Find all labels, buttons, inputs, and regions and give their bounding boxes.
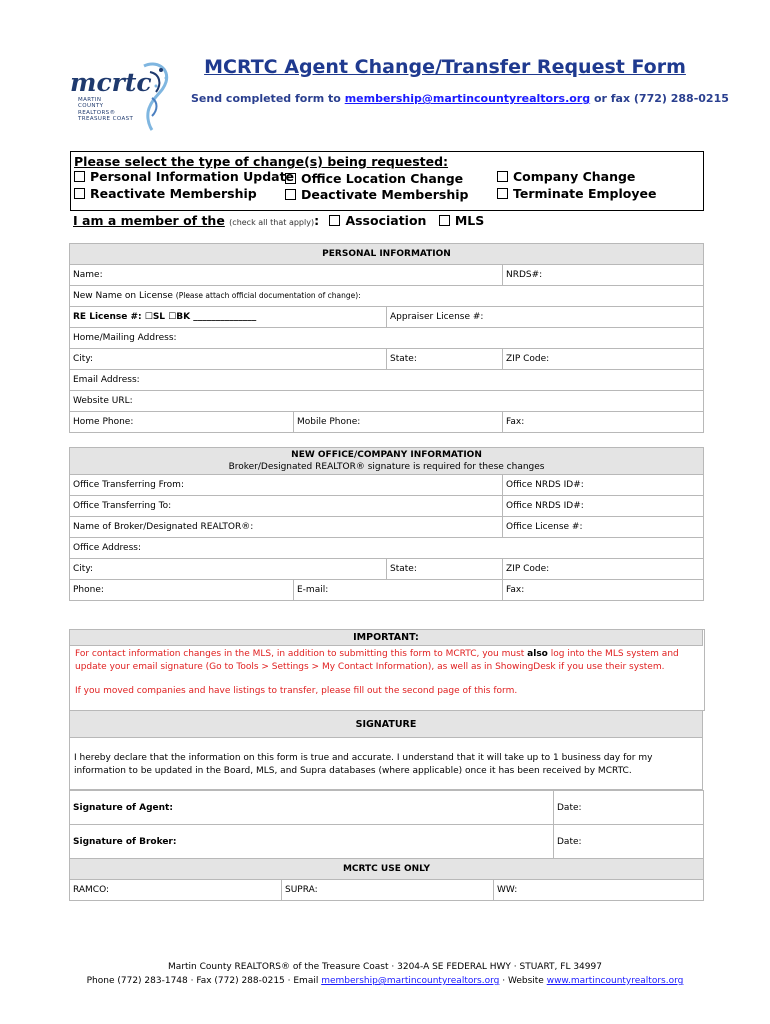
logo-wordmark: mcrtc <box>70 68 152 97</box>
office-use-header: MCRTC USE ONLY <box>70 859 704 880</box>
office-license-field[interactable]: Office License #: <box>503 517 704 538</box>
membership-selection: I am a member of the (check all that apply): Association MLS <box>73 213 485 228</box>
office-city-field[interactable]: City: <box>70 559 387 580</box>
checkbox[interactable] <box>74 188 85 199</box>
submission-instructions: Send completed form to membership@martincountyrealtors.org or fax (772) 288-0215 <box>191 92 729 105</box>
checkbox-association[interactable] <box>329 215 340 226</box>
home-address-field[interactable]: Home/Mailing Address: <box>70 328 704 349</box>
appraiser-license-field[interactable]: Appraiser License #: <box>387 307 704 328</box>
name-field[interactable]: Name: <box>70 265 503 286</box>
checkbox[interactable] <box>74 171 85 182</box>
website-field[interactable]: Website URL: <box>70 391 704 412</box>
checkbox[interactable] <box>285 189 296 200</box>
checkbox-mls[interactable] <box>439 215 450 226</box>
office-info-table <box>69 447 704 601</box>
checkbox[interactable] <box>497 188 508 199</box>
zip-field[interactable]: ZIP Code: <box>503 349 704 370</box>
re-license-field[interactable]: RE License #: ☐SL ☐BK ______________ <box>70 307 387 328</box>
new-name-field[interactable]: New Name on License (Please attach official documentation of change): <box>70 286 704 307</box>
office-from-nrds-field[interactable]: Office NRDS ID#: <box>503 475 704 496</box>
supra-field[interactable]: SUPRA: <box>282 880 494 901</box>
agent-signature-field[interactable]: Signature of Agent: <box>70 791 554 825</box>
footer-email-link[interactable]: membership@martincountyrealtors.org <box>321 976 500 986</box>
nrds-field[interactable]: NRDS#: <box>503 265 704 286</box>
broker-date-field[interactable]: Date: <box>554 825 704 859</box>
checkbox[interactable] <box>497 171 508 182</box>
broker-signature-field[interactable]: Signature of Broker: <box>70 825 554 859</box>
broker-name-field[interactable]: Name of Broker/Designated REALTOR®: <box>70 517 503 538</box>
option-office-location-change[interactable]: Office Location Change <box>285 171 463 186</box>
footer-address: Martin County REALTORS® of the Treasure Coast · 3204-A SE FEDERAL HWY · STUART, FL 34997 <box>168 962 602 972</box>
office-to-nrds-field[interactable]: Office NRDS ID#: <box>503 496 704 517</box>
membership-email-link[interactable]: membership@martincountyrealtors.org <box>344 92 591 105</box>
checkbox[interactable] <box>285 173 296 184</box>
footer-website-link[interactable]: www.martincountyrealtors.org <box>546 976 684 986</box>
ww-field[interactable]: WW: <box>494 880 704 901</box>
fax-field[interactable]: Fax: <box>503 412 704 433</box>
personal-info-table <box>69 243 704 433</box>
important-header: IMPORTANT: <box>69 629 703 646</box>
option-company-change[interactable]: Company Change <box>497 169 635 184</box>
option-terminate-employee[interactable]: Terminate Employee <box>497 186 656 201</box>
signature-header: SIGNATURE <box>69 710 703 738</box>
office-use-table <box>69 858 704 901</box>
ramco-field[interactable]: RAMCO: <box>70 880 282 901</box>
important-mls-note: For contact information changes in the MLS, in addition to submitting this form to MCRTC, you must also log into the MLS system and update your email signature (Go to Tools > Settings > My Contact Information), as well as in ShowingDesk if you use their system. <box>75 649 679 672</box>
home-phone-field[interactable]: Home Phone: <box>70 412 294 433</box>
state-field[interactable]: State: <box>387 349 503 370</box>
city-field[interactable]: City: <box>70 349 387 370</box>
important-listings-note: If you moved companies and have listings to transfer, please fill out the second page of this form. <box>75 686 518 696</box>
office-info-header: NEW OFFICE/COMPANY INFORMATION Broker/Designated REALTOR® signature is required for these changes <box>70 448 704 475</box>
office-state-field[interactable]: State: <box>387 559 503 580</box>
signature-table <box>69 790 704 859</box>
logo-subtext: MARTIN COUNTY REALTORS® TREASURE COAST <box>78 97 134 123</box>
option-reactivate-membership[interactable]: Reactivate Membership <box>74 186 257 201</box>
signature-declaration: I hereby declare that the information on this form is true and accurate. I understand that it will take up to 1 business day for my information to be updated in the Board, MLS, and Supra databases (where applicable) once it has been received by MCRTC. <box>74 753 653 776</box>
office-address-field[interactable]: Office Address: <box>70 538 704 559</box>
office-fax-field[interactable]: Fax: <box>503 580 704 601</box>
footer-contact: Phone (772) 283-1748 · Fax (772) 288-0215 · Email membership@martincountyrealtors.org · Website www.martincountyrealtors.org <box>86 976 684 986</box>
option-personal-info-update[interactable]: Personal Information Update <box>74 169 294 184</box>
office-from-field[interactable]: Office Transferring From: <box>70 475 503 496</box>
personal-info-header: PERSONAL INFORMATION <box>70 244 704 265</box>
option-deactivate-membership[interactable]: Deactivate Membership <box>285 187 468 202</box>
office-email-field[interactable]: E-mail: <box>294 580 503 601</box>
office-phone-field[interactable]: Phone: <box>70 580 294 601</box>
page-title: MCRTC Agent Change/Transfer Request Form <box>204 56 686 78</box>
mobile-phone-field[interactable]: Mobile Phone: <box>294 412 503 433</box>
email-field[interactable]: Email Address: <box>70 370 704 391</box>
change-type-prompt: Please select the type of change(s) being requested: <box>74 154 449 169</box>
office-zip-field[interactable]: ZIP Code: <box>503 559 704 580</box>
office-to-field[interactable]: Office Transferring To: <box>70 496 503 517</box>
agent-date-field[interactable]: Date: <box>554 791 704 825</box>
